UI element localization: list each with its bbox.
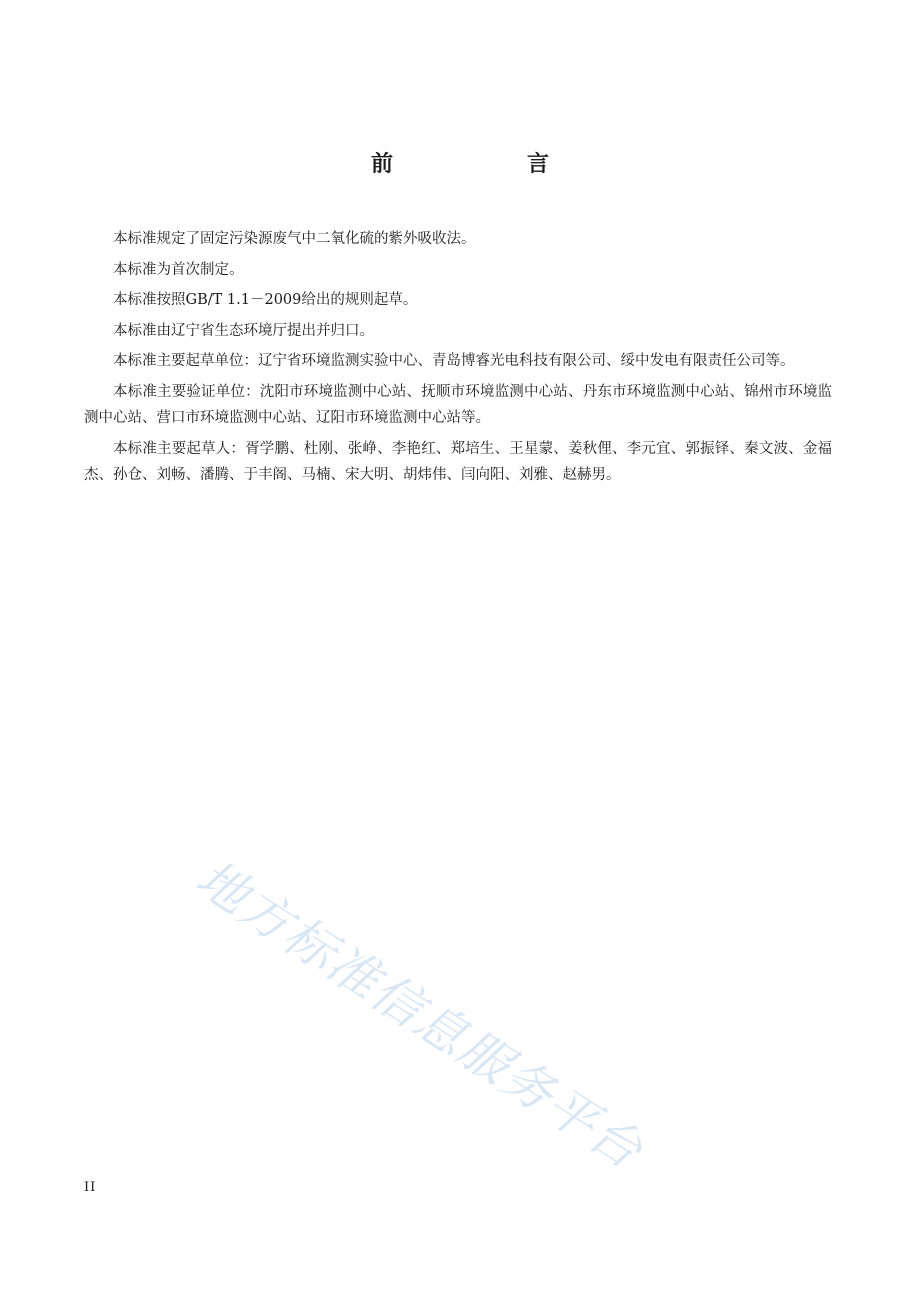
- paragraph-scope: 本标准规定了固定污染源废气中二氧化硫的紫外吸收法。: [113, 231, 476, 247]
- paragraph-proposer: 本标准由辽宁省生态环境厅提出并归口。: [113, 322, 374, 339]
- paragraph-drafters: 本标准主要起草人：胥学鹏、杜刚、张峥、李艳红、郑培生、王星蒙、姜秋俚、李元宜、郭振铎、秦文波、金福杰、孙仓、刘畅、潘腾、于丰阁、马楠、宋大明、胡炜伟、闫向阳、刘雅、赵赫男。: [84, 440, 832, 483]
- page-number: II: [84, 1180, 97, 1195]
- foreword-body: [84, 226, 832, 493]
- page-title: 前 言: [370, 151, 605, 177]
- paragraph-drafting-units: 本标准主要起草单位：辽宁省环境监测实验中心、青岛博睿光电科技有限公司、绥中发电有限责任公司等。: [113, 353, 795, 369]
- paragraph-drafting-rules: 本标准按照GB/T 1.1－2009给出的规则起草。: [113, 292, 418, 308]
- watermark: 地方标准信息服务平台: [185, 848, 654, 1181]
- paragraph-verification-units: 本标准主要验证单位：沈阳市环境监测中心站、抚顺市环境监测中心站、丹东市环境监测中心站、锦州市环境监测中心站、营口市环境监测中心站、辽阳市环境监测中心站等。: [84, 383, 832, 426]
- paragraph-first-edition: 本标准为首次制定。: [113, 261, 244, 278]
